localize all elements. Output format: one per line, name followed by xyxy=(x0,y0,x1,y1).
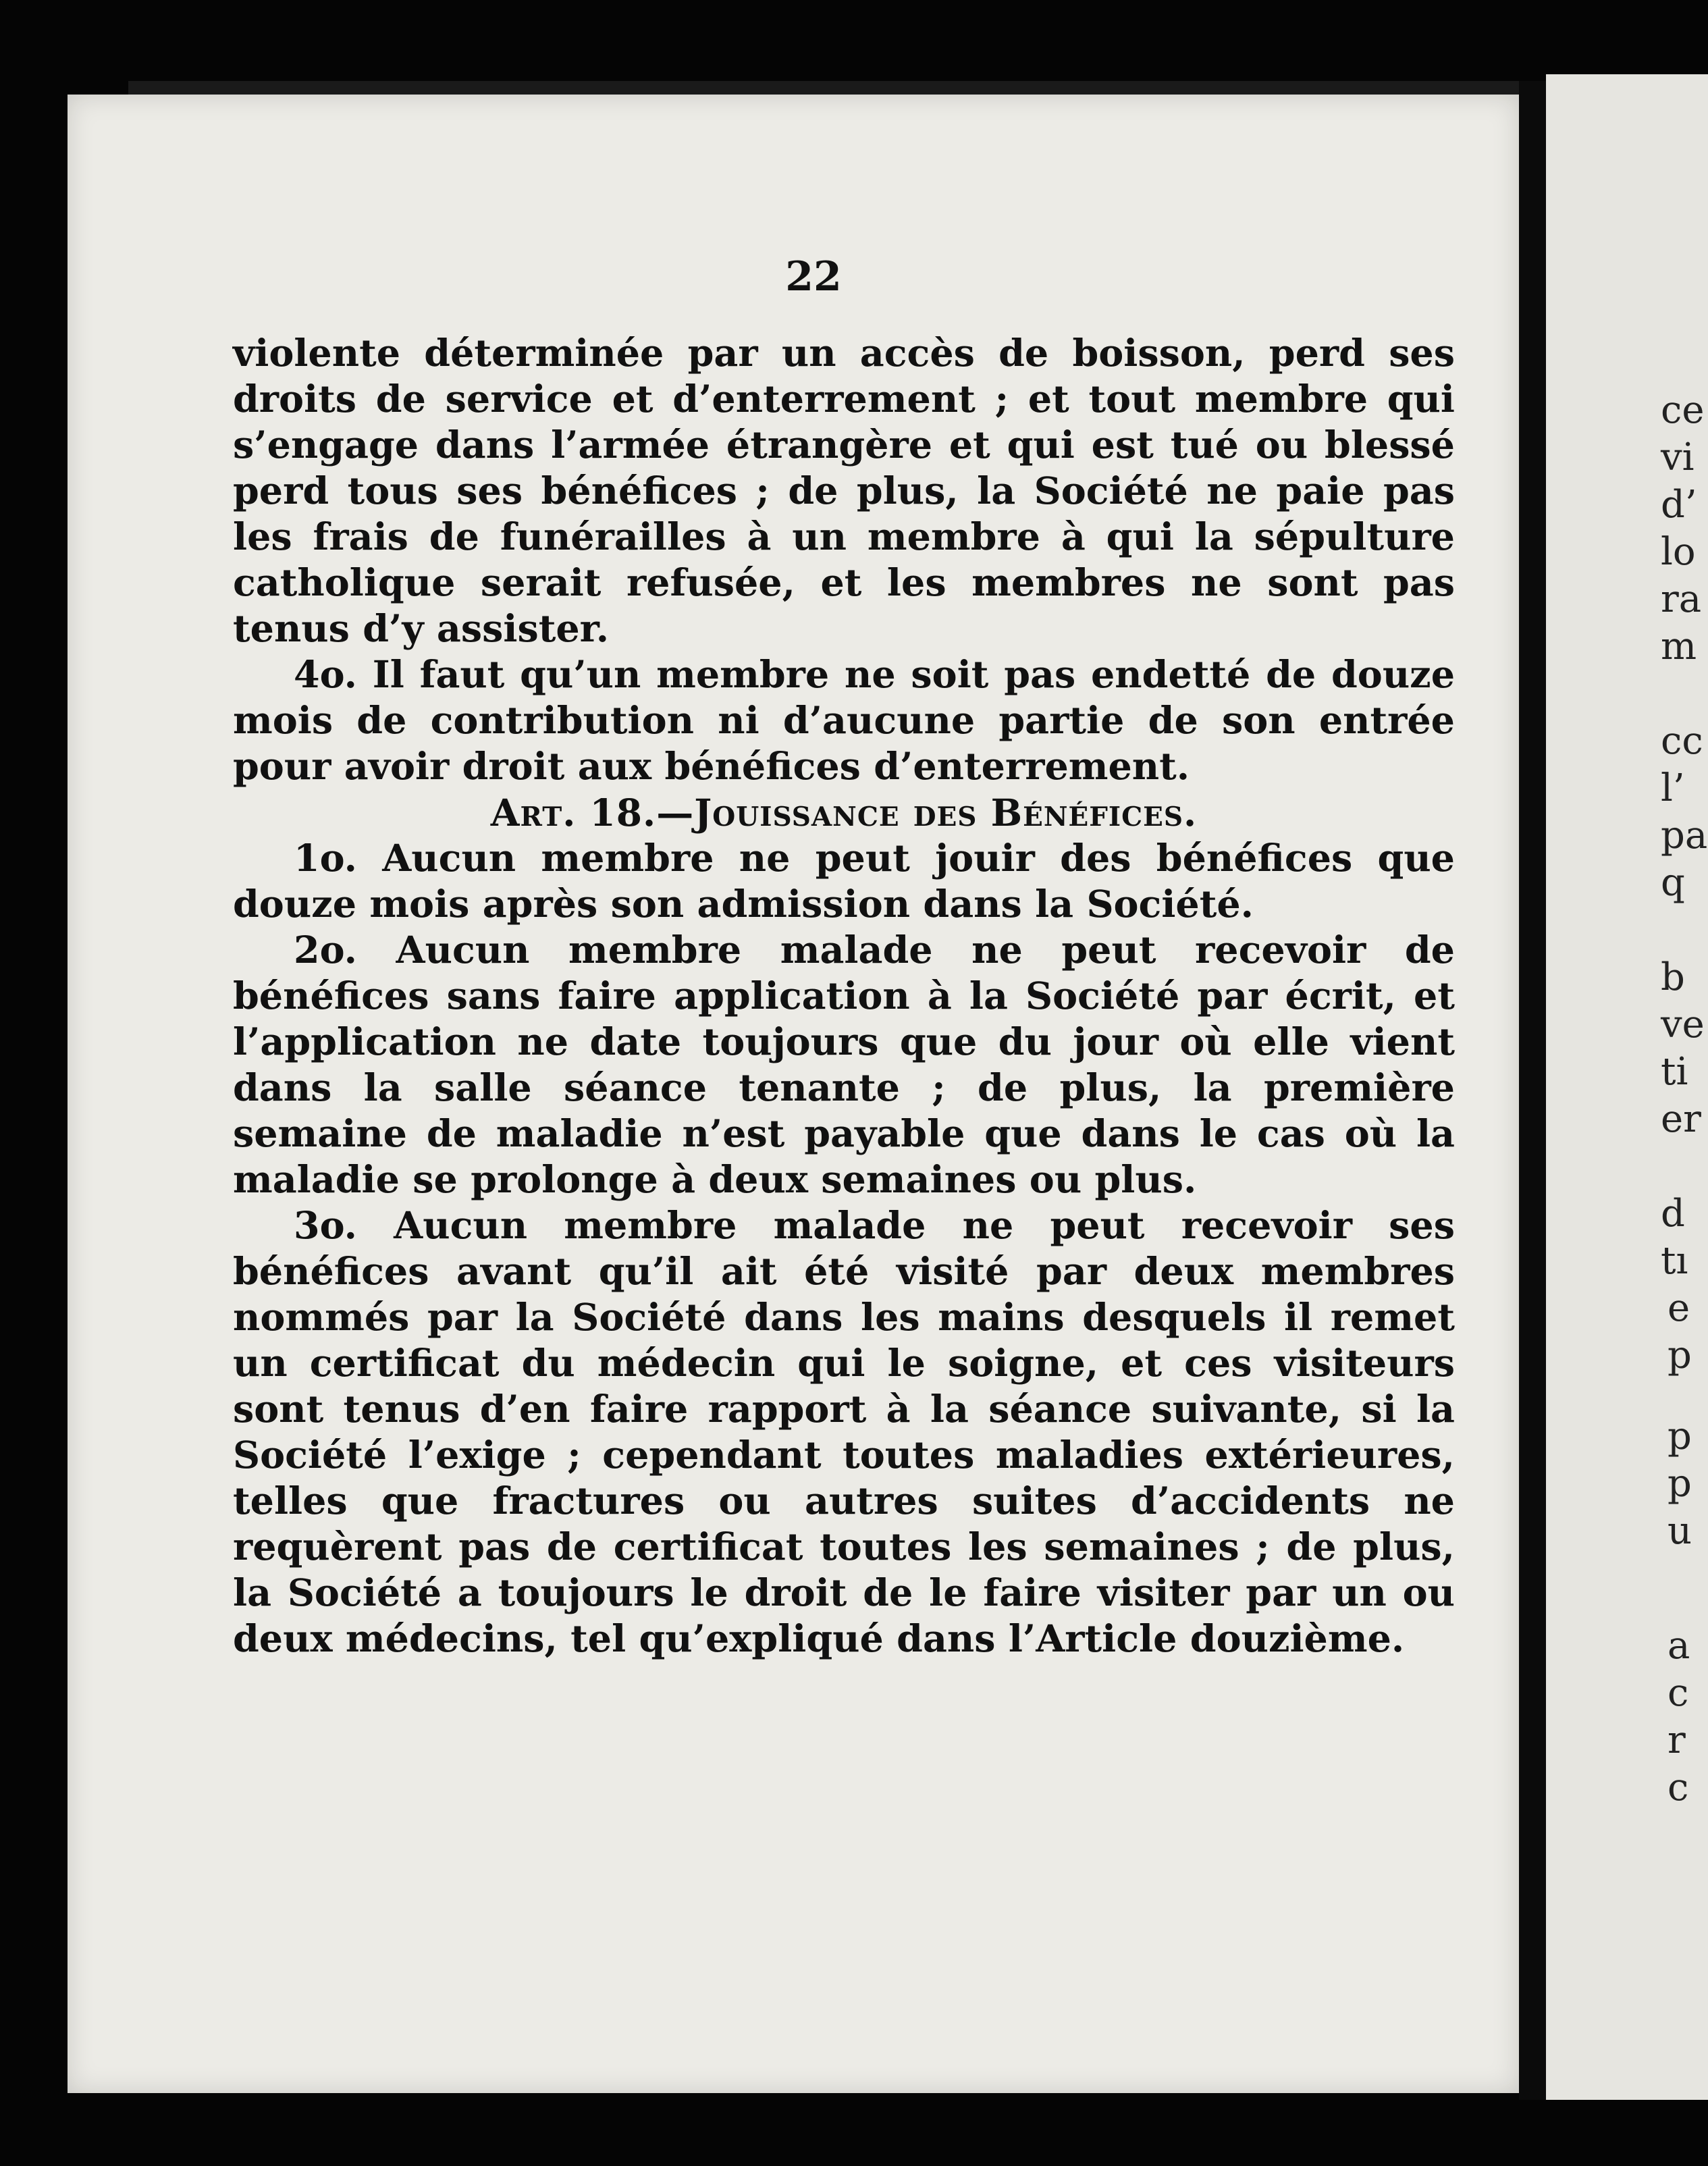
paragraph-continuation: violente déterminée par un accès de boisson, perd ses droits de service et d’enterrement ; et tout membre qui s’engage dans l’armée étrangère et qui est tué ou blessé perd tous ses bénéfices ; de plus, la Société ne paie pas les frais de funérailles à un membre à qui la sépulture catholique serait refusée, et les membres ne sont pas tenus d’y assister. xyxy=(233,332,1455,651)
adjacent-page-fragment: lo xyxy=(1661,530,1696,574)
book-gutter xyxy=(1519,81,1546,2100)
adjacent-page-fragment: q xyxy=(1661,861,1685,905)
adjacent-page-fragment: e xyxy=(1667,1286,1690,1330)
adjacent-page-fragment: p xyxy=(1667,1462,1692,1506)
adjacent-page-fragment: pa xyxy=(1661,814,1708,857)
paragraph-2o: 2o. Aucun membre malade ne peut recevoir de bénéfices sans faire application à la Société par écrit, et l’application ne date toujours que du jour où elle vient dans la salle séance tenante ; de plus, la première semaine de maladie n’est payable que dans le cas où la maladie se prolonge à deux semaines ou plus. xyxy=(233,928,1455,1202)
page-top-edge xyxy=(128,81,1519,96)
adjacent-page-fragment: l’ xyxy=(1661,766,1685,810)
adjacent-page-fragment: er xyxy=(1661,1097,1701,1141)
adjacent-page-fragment: ve xyxy=(1661,1003,1705,1047)
adjacent-page-fragment: u xyxy=(1667,1509,1692,1553)
page-body xyxy=(233,331,1455,1662)
book-page xyxy=(68,95,1519,2093)
adjacent-page-fragment: tı xyxy=(1661,1239,1688,1283)
adjacent-page-fragment: a xyxy=(1667,1624,1690,1668)
adjacent-page-fragment: p xyxy=(1667,1415,1692,1458)
article-title: —Jouissance des Bénéfices. xyxy=(656,791,1198,835)
adjacent-page-fragment: cc xyxy=(1661,719,1703,763)
adjacent-page-fragment: ra xyxy=(1661,577,1702,621)
page-number: 22 xyxy=(785,253,842,300)
adjacent-page-fragment: c xyxy=(1667,1766,1689,1810)
adjacent-page-fragment: d’ xyxy=(1661,483,1697,527)
article-heading xyxy=(233,790,1455,836)
adjacent-page-fragment: m xyxy=(1661,625,1697,668)
adjacent-page-fragment: d xyxy=(1661,1192,1685,1236)
paragraph-3o: 3o. Aucun membre malade ne peut recevoir ses bénéfices avant qu’il ait été visité par deux membres nommés par la Société dans les mains desquels il remet un certificat du médecin qui le soigne, et ces visiteurs sont tenus d’en faire rapport à la séance suivante, si la Société l’exige ; cependant toutes maladies extérieures, telles que fractures ou autres suites d’accidents ne requèrent pas de certificat toutes les semaines ; de plus, la Société a toujours le droit de le faire visiter par un ou deux médecins, tel qu’expliqué dans l’Article douzième. xyxy=(233,1204,1455,1661)
paragraph-4o: 4o. Il faut qu’un membre ne soit pas endetté de douze mois de contribution ni d’aucune partie de son entrée pour avoir droit aux bénéfices d’enterrement. xyxy=(233,653,1455,789)
article-number: Art. 18. xyxy=(490,791,657,835)
adjacent-page-fragment: ce xyxy=(1661,388,1705,432)
adjacent-page-fragment: c xyxy=(1667,1671,1689,1715)
adjacent-page-fragment: ti xyxy=(1661,1050,1688,1094)
adjacent-page-fragment: vi xyxy=(1661,435,1694,479)
adjacent-page-fragment: r xyxy=(1667,1718,1686,1762)
adjacent-page-fragment: p xyxy=(1667,1333,1692,1377)
paragraph-1o: 1o. Aucun membre ne peut jouir des bénéfices que douze mois après son admission dans la Société. xyxy=(233,837,1455,926)
adjacent-page-edge xyxy=(1546,74,1708,2100)
adjacent-page-fragment: b xyxy=(1661,955,1685,999)
